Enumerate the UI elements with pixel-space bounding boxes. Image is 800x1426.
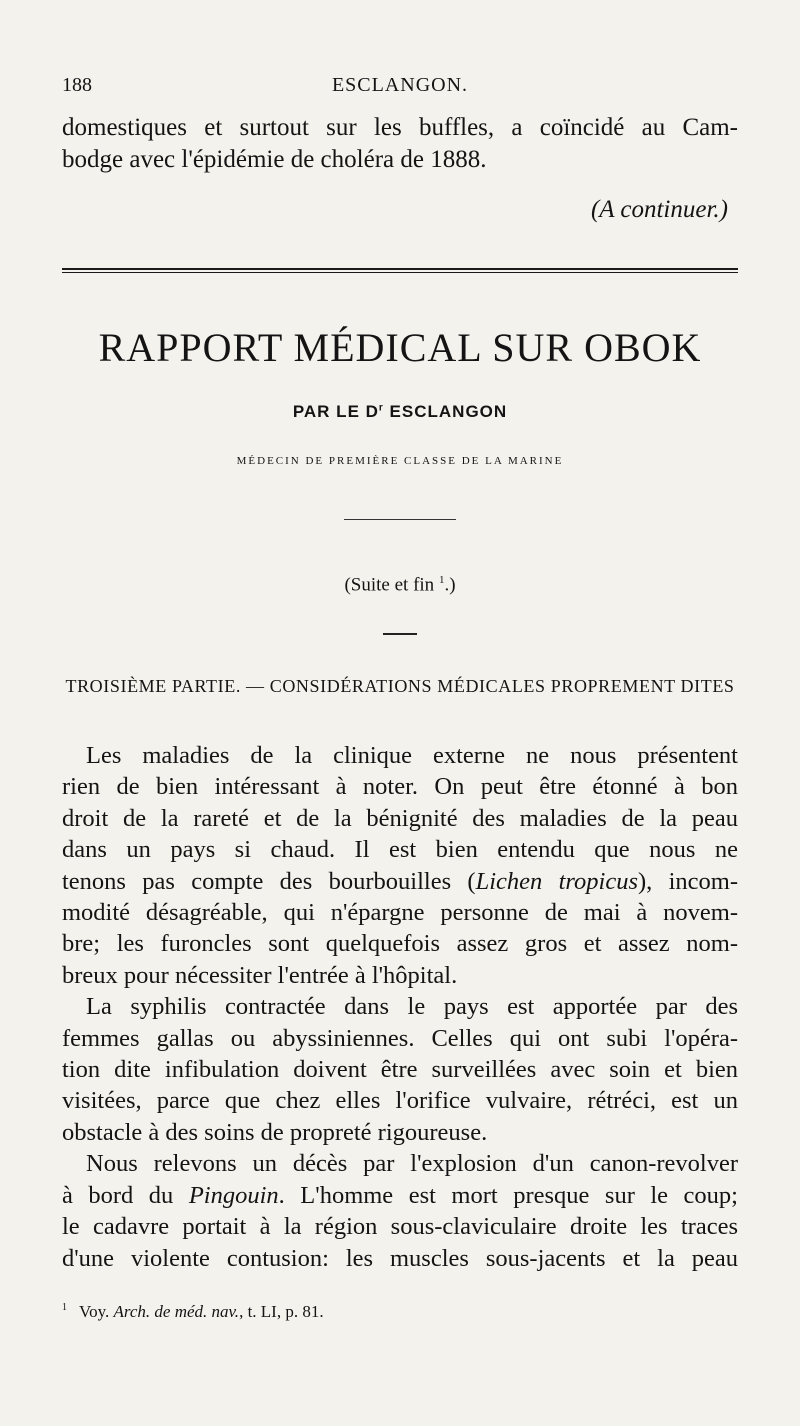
- dash-divider: [383, 633, 417, 635]
- ship-name: Pingouin: [188, 1181, 279, 1209]
- text-line: [62, 1180, 738, 1211]
- continuation-note: (A continuer.): [590, 196, 728, 223]
- text-line: dans un pays si chaud. Il est bien entendu que nous ne: [62, 836, 738, 864]
- footnote-source: Arch. de méd. nav.: [113, 1302, 240, 1321]
- short-divider: [344, 519, 456, 520]
- section-divider: [62, 268, 738, 270]
- text-run: tenons pas compte des bourbouilles (: [62, 867, 476, 895]
- text-line: d'une violente contusion: les muscles sous-jacents et la peau: [62, 1244, 738, 1272]
- text-run: ), incom-: [637, 867, 738, 895]
- article-title: RAPPORT MÉDICAL SUR OBOK: [98, 325, 702, 370]
- byline-superscript: r: [378, 402, 384, 414]
- text-line: Nous relevons un décès par l'explosion d'un canon-revolver: [86, 1150, 738, 1178]
- previous-article-ending: [62, 112, 738, 176]
- text-line: obstacle à des soins de propreté rigoureuse.: [62, 1118, 488, 1146]
- text-line: bodge avec l'épidémie de choléra de 1888.: [62, 146, 487, 173]
- footnote-marker: 1: [62, 1302, 67, 1314]
- text-line: breux pour nécessiter l'entrée à l'hôpital.: [62, 961, 458, 989]
- article-body: [62, 740, 738, 1274]
- running-header: [62, 74, 738, 104]
- text-line: tion dite infibulation doivent être surveillées avec soin et bien: [62, 1056, 738, 1084]
- continuation-label: [0, 574, 800, 596]
- running-title: ESCLANGON.: [331, 74, 469, 96]
- text-run: . L'homme est mort presque sur le coup;: [278, 1181, 738, 1209]
- text-line: domestiques et surtout sur les buffles, a coïncidé au Cam-: [62, 114, 738, 141]
- text-line: modité désagréable, qui n'épargne personne de mai à novem-: [62, 899, 738, 927]
- text-line: [62, 866, 738, 897]
- footnote: [62, 1302, 324, 1322]
- text-line: droit de la rareté et de la bénignité des maladies de la peau: [62, 804, 738, 832]
- text-line: le cadavre portait à la région sous-claviculaire droite les traces: [62, 1213, 738, 1241]
- author-name: ESCLANGON: [389, 402, 508, 421]
- page-number: 188: [62, 74, 92, 96]
- continuation-text: (Suite et fin: [344, 574, 435, 596]
- text-line: bre; les furoncles sont quelquefois assez gros et assez nom-: [62, 930, 738, 958]
- author-role: MÉDECIN DE PREMIÈRE CLASSE DE LA MARINE: [236, 455, 564, 467]
- text-line: visitées, parce que chez elles l'orifice vulvaire, rétréci, est un: [62, 1087, 738, 1115]
- text-line: Les maladies de la clinique externe ne nous présentent: [86, 742, 738, 769]
- italic-term: Lichen tropicus: [475, 867, 638, 895]
- text-line: femmes gallas ou abyssiniennes. Celles qui ont subi l'opéra-: [62, 1024, 738, 1052]
- part-heading: TROISIÈME PARTIE. — CONSIDÉRATIONS MÉDICALES PROPREMENT DITES: [65, 676, 735, 696]
- footnote-prefix: Voy.: [79, 1302, 114, 1321]
- text-run: à bord du: [62, 1181, 189, 1209]
- text-line: La syphilis contractée dans le pays est apportée par des: [86, 993, 738, 1021]
- byline-prefix: PAR LE D: [292, 402, 379, 421]
- article-byline: [0, 402, 800, 422]
- footnote-detail: , t. LI, p. 81.: [239, 1302, 324, 1321]
- continuation-close: .): [444, 574, 456, 596]
- text-line: rien de bien intéressant à noter. On peut être étonné à bon: [62, 773, 738, 801]
- footnote-reference: 1: [438, 574, 445, 586]
